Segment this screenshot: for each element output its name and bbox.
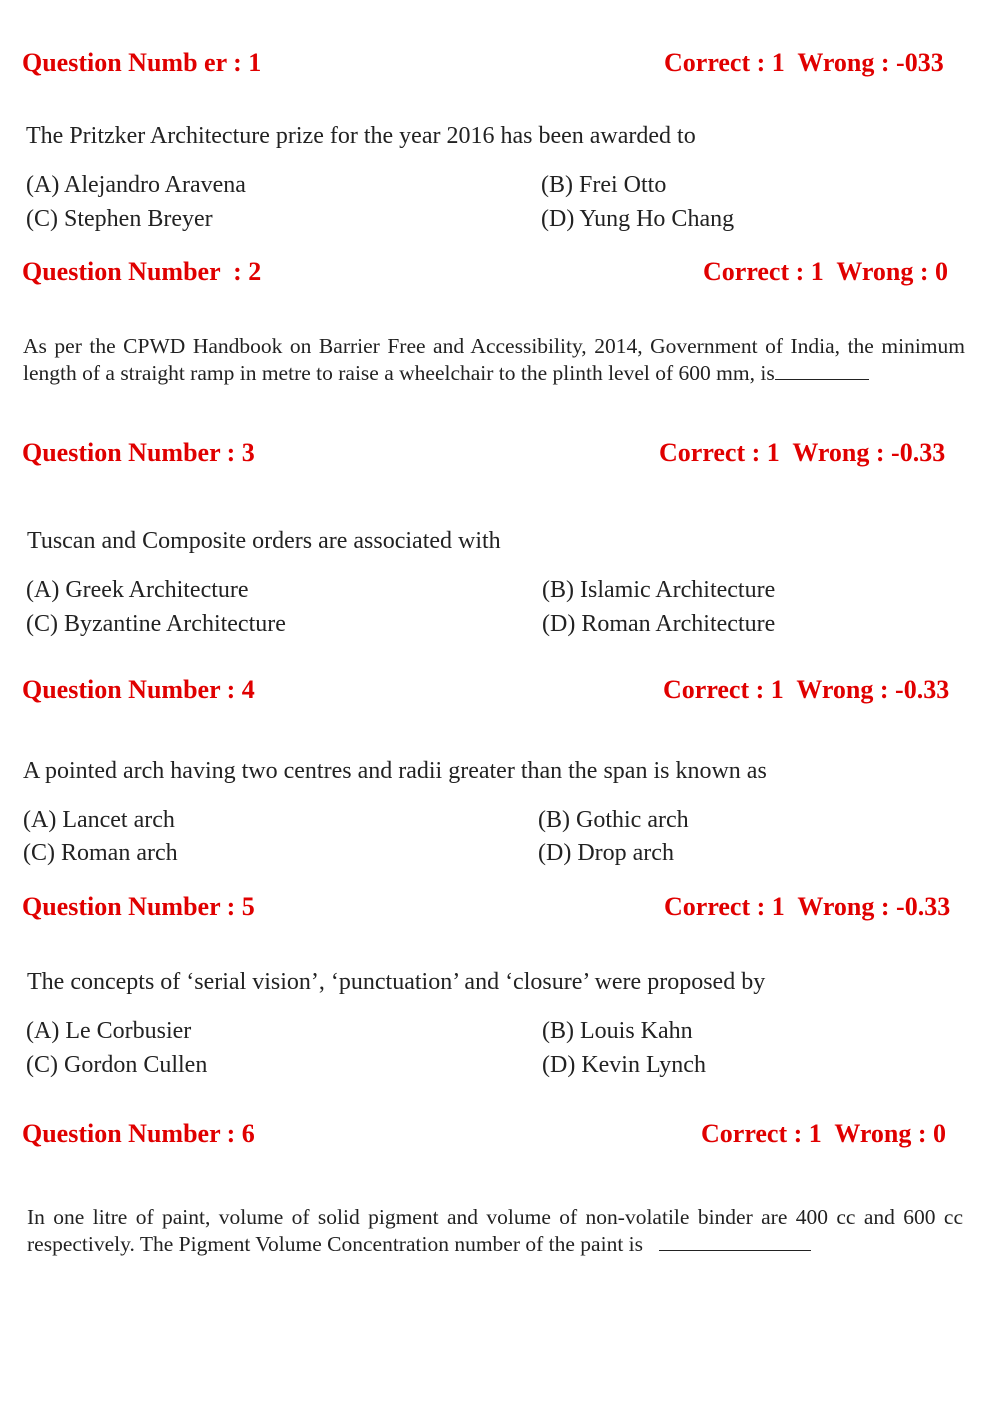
- question-3-text: Tuscan and Composite orders are associated with: [27, 528, 501, 554]
- question-3-heading: Question Number : 3: [22, 438, 255, 467]
- question-4-option-a: (A) Lancet arch: [23, 807, 175, 833]
- question-4-option-c: (C) Roman arch: [23, 840, 178, 866]
- question-3-option-d: (D) Roman Architecture: [542, 611, 776, 637]
- answer-blank: [775, 379, 869, 380]
- question-5-option-b: (B) Louis Kahn: [542, 1018, 693, 1044]
- question-4-marks: Correct : 1 Wrong : -0.33: [663, 675, 950, 704]
- question-6-text: In one litre of paint, volume of solid pigment and volume of non-volatile binder are 400 cc and 600 cc respectively. The Pigment Volume Concentration number of the paint is: [27, 1205, 963, 1256]
- question-4-heading: Question Number : 4: [22, 675, 255, 704]
- question-1-option-c: (C) Stephen Breyer: [26, 206, 213, 232]
- question-1-option-a: (A) Alejandro Aravena: [26, 172, 246, 198]
- question-1-heading: Question Numb er : 1: [22, 48, 262, 77]
- question-1-option-b: (B) Frei Otto: [541, 172, 667, 198]
- question-3-option-a: (A) Greek Architecture: [26, 577, 249, 603]
- question-5-option-a: (A) Le Corbusier: [26, 1018, 192, 1044]
- question-2-heading: Question Number : 2: [22, 257, 262, 286]
- question-4-text: A pointed arch having two centres and radii greater than the span is known as: [23, 758, 767, 784]
- question-5-option-d: (D) Kevin Lynch: [542, 1052, 706, 1078]
- question-1-marks: Correct : 1 Wrong : -033: [664, 48, 944, 77]
- question-2-marks: Correct : 1 Wrong : 0: [703, 257, 949, 286]
- question-6-marks: Correct : 1 Wrong : 0: [701, 1119, 947, 1148]
- question-1-option-d: (D) Yung Ho Chang: [541, 206, 735, 232]
- question-2-text: As per the CPWD Handbook on Barrier Free and Accessibility, 2014, Government of India, the minimum length of a straight ramp in metre to raise a wheelchair to the plinth level of 600 mm, is: [23, 334, 965, 385]
- question-5-marks: Correct : 1 Wrong : -0.33: [664, 892, 951, 921]
- question-4-option-d: (D) Drop arch: [538, 840, 674, 866]
- question-5-option-c: (C) Gordon Cullen: [26, 1052, 208, 1078]
- answer-blank: [659, 1250, 811, 1251]
- question-3-option-b: (B) Islamic Architecture: [542, 577, 776, 603]
- question-1-text: The Pritzker Architecture prize for the year 2016 has been awarded to: [26, 123, 696, 149]
- question-5-text: The concepts of ‘serial vision’, ‘punctuation’ and ‘closure’ were proposed by: [27, 969, 766, 995]
- question-6-heading: Question Number : 6: [22, 1119, 255, 1148]
- question-5-heading: Question Number : 5: [22, 892, 255, 921]
- question-3-marks: Correct : 1 Wrong : -0.33: [659, 438, 946, 467]
- question-4-option-b: (B) Gothic arch: [538, 807, 689, 833]
- question-3-option-c: (C) Byzantine Architecture: [26, 611, 286, 637]
